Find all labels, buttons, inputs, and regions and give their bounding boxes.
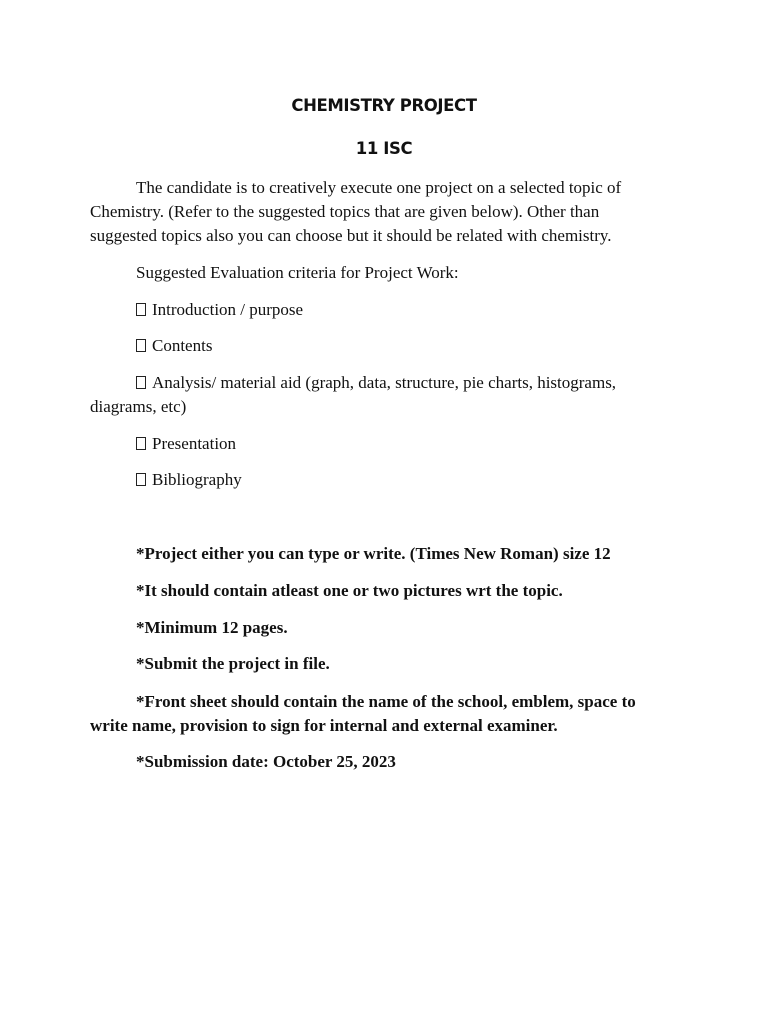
- intro-line-3: suggested topics also you can choose but it should be related with chemistry.: [90, 226, 612, 245]
- intro-line-2: Chemistry. (Refer to the suggested topics that are given below). Other than: [90, 202, 600, 221]
- instruction-line: *It should contain atleast one or two pictures wrt the topic.: [136, 581, 563, 600]
- document-title: CHEMISTRY PROJECT: [291, 96, 477, 115]
- instruction-line: *Submit the project in file.: [136, 654, 330, 673]
- instruction-line: *Minimum 12 pages.: [136, 618, 288, 637]
- criteria-item-label: Analysis/ material aid (graph, data, structure, pie charts, histograms,: [152, 373, 617, 392]
- criteria-item: [136, 334, 212, 358]
- criteria-item-label: Introduction / purpose: [152, 300, 304, 319]
- criteria-item-continuation: diagrams, etc): [90, 397, 187, 416]
- criteria-item: [136, 468, 242, 492]
- criteria-item: [136, 371, 616, 395]
- box-icon: [136, 437, 146, 450]
- box-icon: [136, 376, 146, 389]
- box-icon: [136, 473, 146, 486]
- criteria-item-label: Bibliography: [152, 470, 242, 489]
- intro-line-1: The candidate is to creatively execute one project on a selected topic of: [136, 178, 622, 197]
- criteria-item: [136, 432, 236, 456]
- criteria-item: [136, 298, 303, 322]
- box-icon: [136, 303, 146, 316]
- instruction-line-continuation: write name, provision to sign for internal and external examiner.: [90, 716, 558, 735]
- criteria-heading: Suggested Evaluation criteria for Project Work:: [136, 263, 459, 282]
- document-subtitle: 11 ISC: [355, 139, 413, 158]
- instruction-line: *Front sheet should contain the name of the school, emblem, space to: [136, 692, 636, 711]
- instruction-line: *Project either you can type or write. (Times New Roman) size 12: [136, 544, 611, 563]
- box-icon: [136, 339, 146, 352]
- criteria-item-label: Presentation: [152, 434, 237, 453]
- criteria-item-label: Contents: [152, 336, 213, 355]
- submission-date: *Submission date: October 25, 2023: [136, 752, 396, 771]
